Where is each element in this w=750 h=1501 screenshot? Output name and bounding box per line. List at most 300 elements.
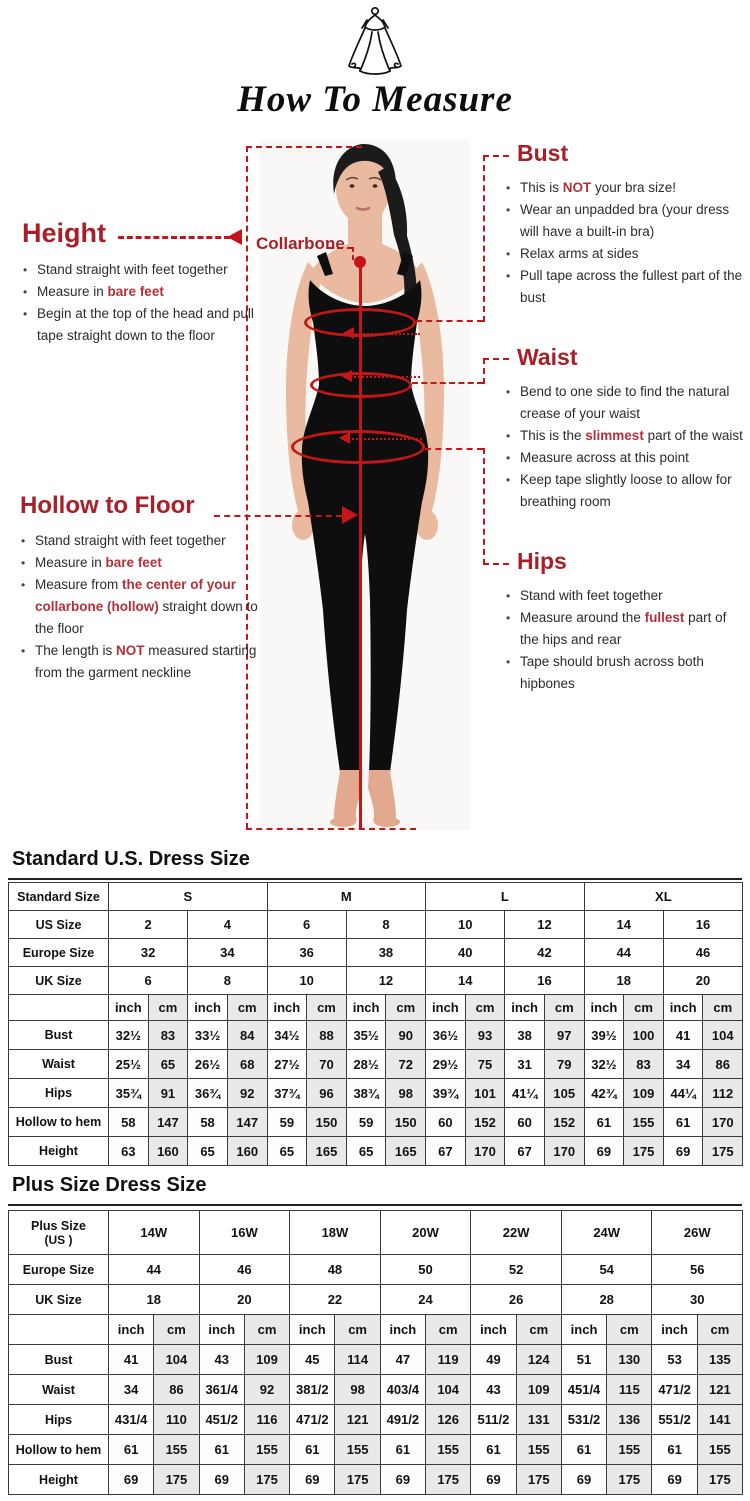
table-cell: 61 bbox=[290, 1435, 335, 1465]
table-cell: 147 bbox=[227, 1108, 267, 1137]
table-row bbox=[9, 1021, 743, 1050]
table-cell: cm bbox=[703, 995, 743, 1021]
table-cell: 65 bbox=[346, 1137, 386, 1166]
table-cell: 8 bbox=[188, 967, 267, 995]
table-cell: 14 bbox=[426, 967, 505, 995]
table-cell: 28 bbox=[561, 1285, 652, 1315]
bullet-item bbox=[20, 574, 264, 640]
table-cell: 65 bbox=[267, 1137, 307, 1166]
bullet-text: This is bbox=[520, 180, 563, 195]
table-cell: 4 bbox=[188, 911, 267, 939]
table-cell: 110 bbox=[154, 1405, 199, 1435]
table-cell: 491/2 bbox=[380, 1405, 425, 1435]
section-bust-title: Bust bbox=[517, 140, 569, 166]
table-cell: 135 bbox=[697, 1345, 742, 1375]
waist-tape-line bbox=[350, 376, 420, 378]
row-label-cell bbox=[9, 995, 109, 1021]
bullet-text: part of the waist bbox=[643, 428, 743, 443]
table-cell: 58 bbox=[109, 1108, 149, 1137]
table-cell: 38¾ bbox=[346, 1079, 386, 1108]
table-cell: 35¾ bbox=[109, 1079, 149, 1108]
table-cell: 41 bbox=[109, 1345, 154, 1375]
bullet-text: Measure in bbox=[37, 284, 108, 299]
hips-bracket-v bbox=[483, 448, 485, 565]
table-cell: 59 bbox=[346, 1108, 386, 1137]
table-cell: 471/2 bbox=[290, 1405, 335, 1435]
table-cell: 124 bbox=[516, 1345, 561, 1375]
table-cell: 61 bbox=[561, 1435, 606, 1465]
table-cell: 63 bbox=[109, 1137, 149, 1166]
table-cell: 41 bbox=[663, 1021, 703, 1050]
table-cell: 49 bbox=[471, 1345, 516, 1375]
table-cell: 175 bbox=[426, 1465, 471, 1495]
table-row bbox=[9, 1375, 743, 1405]
row-label-cell: Height bbox=[9, 1137, 109, 1166]
table-cell: 114 bbox=[335, 1345, 380, 1375]
section-hollow-to-floor-title: Hollow to Floor bbox=[20, 492, 195, 519]
bullet-text: Keep tape slightly loose to allow for breathing room bbox=[520, 472, 732, 509]
table-cell: 155 bbox=[607, 1435, 652, 1465]
table-cell: inch bbox=[584, 995, 624, 1021]
table-cell: 121 bbox=[697, 1375, 742, 1405]
section-waist-title: Waist bbox=[517, 344, 578, 370]
table-cell: 26½ bbox=[188, 1050, 228, 1079]
table-cell: 109 bbox=[624, 1079, 664, 1108]
table-cell: 61 bbox=[471, 1435, 516, 1465]
table-cell: 29½ bbox=[426, 1050, 466, 1079]
table-row bbox=[9, 1255, 743, 1285]
table-cell: 44¼ bbox=[663, 1079, 703, 1108]
table-cell: 22 bbox=[290, 1285, 381, 1315]
table-row bbox=[9, 883, 743, 911]
table-cell: 27½ bbox=[267, 1050, 307, 1079]
bullet-text-highlight: the center of your collarbone (hollow) bbox=[35, 577, 237, 614]
table-cell: 26W bbox=[652, 1211, 743, 1255]
table-cell: 175 bbox=[624, 1137, 664, 1166]
table-cell: 100 bbox=[624, 1021, 664, 1050]
table-cell: 119 bbox=[426, 1345, 471, 1375]
bullet-text: Bend to one side to find the natural crease of your waist bbox=[520, 384, 730, 421]
table-cell: 44 bbox=[109, 1255, 200, 1285]
table-cell: 165 bbox=[307, 1137, 347, 1166]
table-cell: 20W bbox=[380, 1211, 471, 1255]
table-cell: 381/2 bbox=[290, 1375, 335, 1405]
table-cell: 61 bbox=[663, 1108, 703, 1137]
row-label-cell: Hollow to hem bbox=[9, 1435, 109, 1465]
table-cell: 150 bbox=[307, 1108, 347, 1137]
table-cell: 88 bbox=[307, 1021, 347, 1050]
row-label-cell: US Size bbox=[9, 911, 109, 939]
table-cell: inch bbox=[663, 995, 703, 1021]
row-label-cell: UK Size bbox=[9, 1285, 109, 1315]
bullet-marker: • bbox=[506, 269, 511, 283]
table-cell: cm bbox=[465, 995, 505, 1021]
table-cell: 34 bbox=[188, 939, 267, 967]
table-cell: 38 bbox=[346, 939, 425, 967]
bullet-text-highlight: bare feet bbox=[105, 555, 162, 570]
table-row bbox=[9, 1137, 743, 1166]
waist-tape-arrow bbox=[341, 370, 352, 382]
table-cell: 83 bbox=[624, 1050, 664, 1079]
section-hips bbox=[505, 548, 747, 695]
bullet-marker: • bbox=[506, 611, 511, 625]
table-cell: 16 bbox=[505, 967, 584, 995]
table-cell: 36¾ bbox=[188, 1079, 228, 1108]
bullet-item bbox=[505, 265, 747, 309]
waist-bracket-h bbox=[412, 382, 483, 384]
table-cell: 147 bbox=[148, 1108, 188, 1137]
table-cell: 38 bbox=[505, 1021, 545, 1050]
bullet-marker: • bbox=[506, 655, 511, 669]
table-cell: 403/4 bbox=[380, 1375, 425, 1405]
bullet-text: Pull tape across the fullest part of the bust bbox=[520, 268, 743, 305]
table-cell: 531/2 bbox=[561, 1405, 606, 1435]
table-row bbox=[9, 1108, 743, 1137]
table-cell: cm bbox=[544, 995, 584, 1021]
table-cell: 69 bbox=[471, 1465, 516, 1495]
table-cell: cm bbox=[426, 1315, 471, 1345]
table-cell: 32½ bbox=[584, 1050, 624, 1079]
table-cell: 54 bbox=[561, 1255, 652, 1285]
table-cell: 75 bbox=[465, 1050, 505, 1079]
row-label-cell: Europe Size bbox=[9, 939, 109, 967]
table-cell: 175 bbox=[607, 1465, 652, 1495]
section-height bbox=[22, 218, 262, 347]
table-cell: inch bbox=[561, 1315, 606, 1345]
table-row bbox=[9, 1050, 743, 1079]
table-row bbox=[9, 1435, 743, 1465]
table-cell: 65 bbox=[148, 1050, 188, 1079]
table-cell: 69 bbox=[199, 1465, 244, 1495]
bullet-marker: • bbox=[21, 534, 26, 548]
row-label-cell: Standard Size bbox=[9, 883, 109, 911]
table-cell: 18 bbox=[584, 967, 663, 995]
table-cell: 67 bbox=[505, 1137, 545, 1166]
table-cell: 91 bbox=[148, 1079, 188, 1108]
row-label-cell: Height bbox=[9, 1465, 109, 1495]
table-cell: 16W bbox=[199, 1211, 290, 1255]
table-cell: 155 bbox=[244, 1435, 289, 1465]
table-cell: 61 bbox=[652, 1435, 697, 1465]
table-cell: 96 bbox=[307, 1079, 347, 1108]
table-cell: 104 bbox=[703, 1021, 743, 1050]
bullet-text: Measure in bbox=[35, 555, 106, 570]
table-cell: cm bbox=[227, 995, 267, 1021]
table-cell: 39½ bbox=[584, 1021, 624, 1050]
table-cell: 69 bbox=[584, 1137, 624, 1166]
table-cell: 116 bbox=[244, 1405, 289, 1435]
bullet-text: Begin at the top of the head and pull tape straight down to the floor bbox=[37, 306, 254, 343]
table-cell: 22W bbox=[471, 1211, 562, 1255]
table-cell: 126 bbox=[426, 1405, 471, 1435]
page-title: How To Measure bbox=[237, 79, 513, 120]
collarbone-connector-drop bbox=[352, 247, 354, 260]
table-cell: cm bbox=[148, 995, 188, 1021]
table-cell: 61 bbox=[380, 1435, 425, 1465]
table-row bbox=[9, 1211, 743, 1255]
hips-bracket-h bbox=[425, 448, 483, 450]
bullet-list bbox=[505, 381, 747, 513]
table-cell: 115 bbox=[607, 1375, 652, 1405]
bullet-item bbox=[20, 530, 264, 552]
table-cell: 33½ bbox=[188, 1021, 228, 1050]
bullet-item bbox=[505, 651, 747, 695]
table-cell: 69 bbox=[380, 1465, 425, 1495]
bullet-text-highlight: NOT bbox=[116, 643, 145, 658]
table-cell: 44 bbox=[584, 939, 663, 967]
table-cell: 130 bbox=[607, 1345, 652, 1375]
table-cell: inch bbox=[267, 995, 307, 1021]
plus-table-title: Plus Size Dress Size bbox=[8, 1174, 742, 1206]
bullet-text: your bra size! bbox=[591, 180, 677, 195]
table-cell: 43 bbox=[471, 1375, 516, 1405]
table-cell: inch bbox=[290, 1315, 335, 1345]
bust-bracket-v bbox=[483, 155, 485, 322]
height-cap-top bbox=[246, 146, 362, 148]
section-hollow-to-floor bbox=[20, 492, 264, 684]
bullet-text: Wear an unpadded bra (your dress will have a built-in bra) bbox=[520, 202, 730, 239]
table-cell: 511/2 bbox=[471, 1405, 516, 1435]
row-label-cell: Bust bbox=[9, 1345, 109, 1375]
section-hips-title: Hips bbox=[517, 548, 567, 574]
bullet-marker: • bbox=[506, 203, 511, 217]
table-cell: 20 bbox=[663, 967, 742, 995]
table-cell: 86 bbox=[154, 1375, 199, 1405]
table-cell: 42 bbox=[505, 939, 584, 967]
hips-ellipse bbox=[291, 430, 425, 464]
row-label-cell: Waist bbox=[9, 1375, 109, 1405]
table-cell: 46 bbox=[663, 939, 742, 967]
bullet-item bbox=[505, 585, 747, 607]
table-cell: cm bbox=[607, 1315, 652, 1345]
bullet-list bbox=[505, 177, 747, 309]
table-cell: 10 bbox=[426, 911, 505, 939]
table-cell: 551/2 bbox=[652, 1405, 697, 1435]
bullet-text-highlight: slimmest bbox=[585, 428, 644, 443]
table-cell: 70 bbox=[307, 1050, 347, 1079]
section-bust bbox=[505, 140, 747, 309]
table-cell: 28½ bbox=[346, 1050, 386, 1079]
collarbone-label: Collarbone bbox=[256, 234, 345, 253]
table-cell: 45 bbox=[290, 1345, 335, 1375]
row-label-cell: Hips bbox=[9, 1079, 109, 1108]
table-cell: 170 bbox=[544, 1137, 584, 1166]
bullet-text: Tape should brush across both hipbones bbox=[520, 654, 704, 691]
bullet-item bbox=[505, 469, 747, 513]
bullet-item bbox=[22, 281, 262, 303]
table-cell: L bbox=[426, 883, 585, 911]
bullet-marker: • bbox=[21, 578, 26, 592]
table-cell: 40 bbox=[426, 939, 505, 967]
table-cell: 160 bbox=[227, 1137, 267, 1166]
table-cell: 109 bbox=[244, 1345, 289, 1375]
table-cell: 155 bbox=[624, 1108, 664, 1137]
table-cell: cm bbox=[154, 1315, 199, 1345]
bullet-list bbox=[505, 585, 747, 695]
table-cell: 155 bbox=[516, 1435, 561, 1465]
table-cell: 155 bbox=[154, 1435, 199, 1465]
table-cell: 136 bbox=[607, 1405, 652, 1435]
table-cell: 170 bbox=[703, 1108, 743, 1137]
table-cell: 41¼ bbox=[505, 1079, 545, 1108]
row-label-cell: Waist bbox=[9, 1050, 109, 1079]
table-cell: 451/4 bbox=[561, 1375, 606, 1405]
table-cell: 37¾ bbox=[267, 1079, 307, 1108]
table-cell: 92 bbox=[227, 1079, 267, 1108]
table-cell: cm bbox=[335, 1315, 380, 1345]
table-cell: 18W bbox=[290, 1211, 381, 1255]
row-label-cell: Bust bbox=[9, 1021, 109, 1050]
table-cell: 175 bbox=[154, 1465, 199, 1495]
table-cell: 150 bbox=[386, 1108, 426, 1137]
table-cell: 98 bbox=[386, 1079, 426, 1108]
table-cell: 34 bbox=[663, 1050, 703, 1079]
table-cell: XL bbox=[584, 883, 743, 911]
table-cell: 32 bbox=[109, 939, 188, 967]
table-cell: 34½ bbox=[267, 1021, 307, 1050]
table-row bbox=[9, 1285, 743, 1315]
header bbox=[0, 0, 750, 121]
bullet-text-highlight: fullest bbox=[644, 610, 685, 625]
table-cell: inch bbox=[346, 995, 386, 1021]
table-cell: S bbox=[109, 883, 268, 911]
bullet-text-highlight: NOT bbox=[562, 180, 592, 195]
table-cell: 170 bbox=[465, 1137, 505, 1166]
table-cell: 84 bbox=[227, 1021, 267, 1050]
collarbone-connector bbox=[327, 247, 353, 249]
table-row bbox=[9, 995, 743, 1021]
hollow-arrow bbox=[342, 506, 358, 524]
table-cell: 93 bbox=[465, 1021, 505, 1050]
table-cell: 2 bbox=[109, 911, 188, 939]
bullet-item bbox=[505, 607, 747, 651]
table-cell: 16 bbox=[663, 911, 742, 939]
table-cell: 32½ bbox=[109, 1021, 149, 1050]
table-cell: 431/4 bbox=[109, 1405, 154, 1435]
table-cell: 83 bbox=[148, 1021, 188, 1050]
row-label-cell: Hollow to hem bbox=[9, 1108, 109, 1137]
bullet-marker: • bbox=[506, 451, 511, 465]
bullet-item bbox=[505, 199, 747, 243]
table-cell: 34 bbox=[109, 1375, 154, 1405]
table-cell: 131 bbox=[516, 1405, 561, 1435]
bullet-marker: • bbox=[21, 644, 26, 658]
table-cell: 69 bbox=[663, 1137, 703, 1166]
table-cell: 20 bbox=[199, 1285, 290, 1315]
bullet-text: Stand straight with feet together bbox=[35, 533, 226, 548]
bullet-item bbox=[505, 177, 747, 199]
table-cell: 175 bbox=[516, 1465, 561, 1495]
bullet-text: Measure around the bbox=[520, 610, 645, 625]
table-cell: 175 bbox=[703, 1137, 743, 1166]
bullet-text: Measure across at this point bbox=[520, 450, 689, 465]
hips-tape-arrow bbox=[339, 432, 350, 444]
table-cell: inch bbox=[426, 995, 466, 1021]
bullet-marker: • bbox=[506, 473, 511, 487]
row-label-cell: UK Size bbox=[9, 967, 109, 995]
table-cell: 8 bbox=[346, 911, 425, 939]
bullet-item bbox=[505, 425, 747, 447]
bullet-text: part of the hips and rear bbox=[520, 610, 727, 647]
table-cell: 36½ bbox=[426, 1021, 466, 1050]
table-cell: inch bbox=[505, 995, 545, 1021]
table-cell: 56 bbox=[652, 1255, 743, 1285]
table-cell: 175 bbox=[244, 1465, 289, 1495]
table-cell: 24W bbox=[561, 1211, 652, 1255]
table-cell: 30 bbox=[652, 1285, 743, 1315]
table-cell: 50 bbox=[380, 1255, 471, 1285]
table-cell: cm bbox=[624, 995, 664, 1021]
table-cell: cm bbox=[307, 995, 347, 1021]
table-cell: 52 bbox=[471, 1255, 562, 1285]
waist-bracket-v bbox=[483, 358, 485, 384]
bullet-marker: • bbox=[23, 307, 28, 321]
row-label-cell bbox=[9, 1315, 109, 1345]
bullet-marker: • bbox=[506, 589, 511, 603]
row-label-cell: Europe Size bbox=[9, 1255, 109, 1285]
bullet-list bbox=[20, 530, 264, 684]
table-cell: 98 bbox=[335, 1375, 380, 1405]
bullet-item bbox=[22, 259, 262, 281]
table-cell: 14 bbox=[584, 911, 663, 939]
bullet-text: Stand with feet together bbox=[520, 588, 663, 603]
table-cell: 92 bbox=[244, 1375, 289, 1405]
table-cell: 31 bbox=[505, 1050, 545, 1079]
table-cell: inch bbox=[380, 1315, 425, 1345]
bullet-marker: • bbox=[23, 263, 28, 277]
table-cell: 48 bbox=[290, 1255, 381, 1285]
table-row bbox=[9, 939, 743, 967]
table-row bbox=[9, 967, 743, 995]
table-cell: 53 bbox=[652, 1345, 697, 1375]
bullet-text: measured starting from the garment neckline bbox=[35, 643, 257, 680]
bust-tape-line bbox=[352, 333, 420, 335]
table-cell: 61 bbox=[584, 1108, 624, 1137]
table-cell: 101 bbox=[465, 1079, 505, 1108]
hips-tape-line bbox=[348, 438, 422, 440]
table-cell: inch bbox=[652, 1315, 697, 1345]
table-cell: 105 bbox=[544, 1079, 584, 1108]
table-cell: 152 bbox=[465, 1108, 505, 1137]
table-cell: 67 bbox=[426, 1137, 466, 1166]
table-cell: 160 bbox=[148, 1137, 188, 1166]
table-cell: 24 bbox=[380, 1285, 471, 1315]
table-row bbox=[9, 1465, 743, 1495]
bullet-item bbox=[20, 640, 264, 684]
table-cell: inch bbox=[188, 995, 228, 1021]
table-cell: 51 bbox=[561, 1345, 606, 1375]
bullet-marker: • bbox=[506, 385, 511, 399]
table-cell: 42¾ bbox=[584, 1079, 624, 1108]
table-cell: 14W bbox=[109, 1211, 200, 1255]
table-cell: 155 bbox=[335, 1435, 380, 1465]
bullet-text-highlight: bare feet bbox=[107, 284, 164, 299]
table-cell: 59 bbox=[267, 1108, 307, 1137]
table-cell: 12 bbox=[505, 911, 584, 939]
table-cell: 58 bbox=[188, 1108, 228, 1137]
table-cell: 61 bbox=[199, 1435, 244, 1465]
table-cell: 6 bbox=[109, 967, 188, 995]
height-cap-bottom bbox=[246, 828, 416, 830]
standard-table-title: Standard U.S. Dress Size bbox=[8, 848, 742, 880]
table-cell: 361/4 bbox=[199, 1375, 244, 1405]
table-cell: 152 bbox=[544, 1108, 584, 1137]
table-cell: 6 bbox=[267, 911, 346, 939]
table-cell: 69 bbox=[290, 1465, 335, 1495]
table-cell: 104 bbox=[426, 1375, 471, 1405]
table-cell: 60 bbox=[505, 1108, 545, 1137]
table-cell: cm bbox=[516, 1315, 561, 1345]
